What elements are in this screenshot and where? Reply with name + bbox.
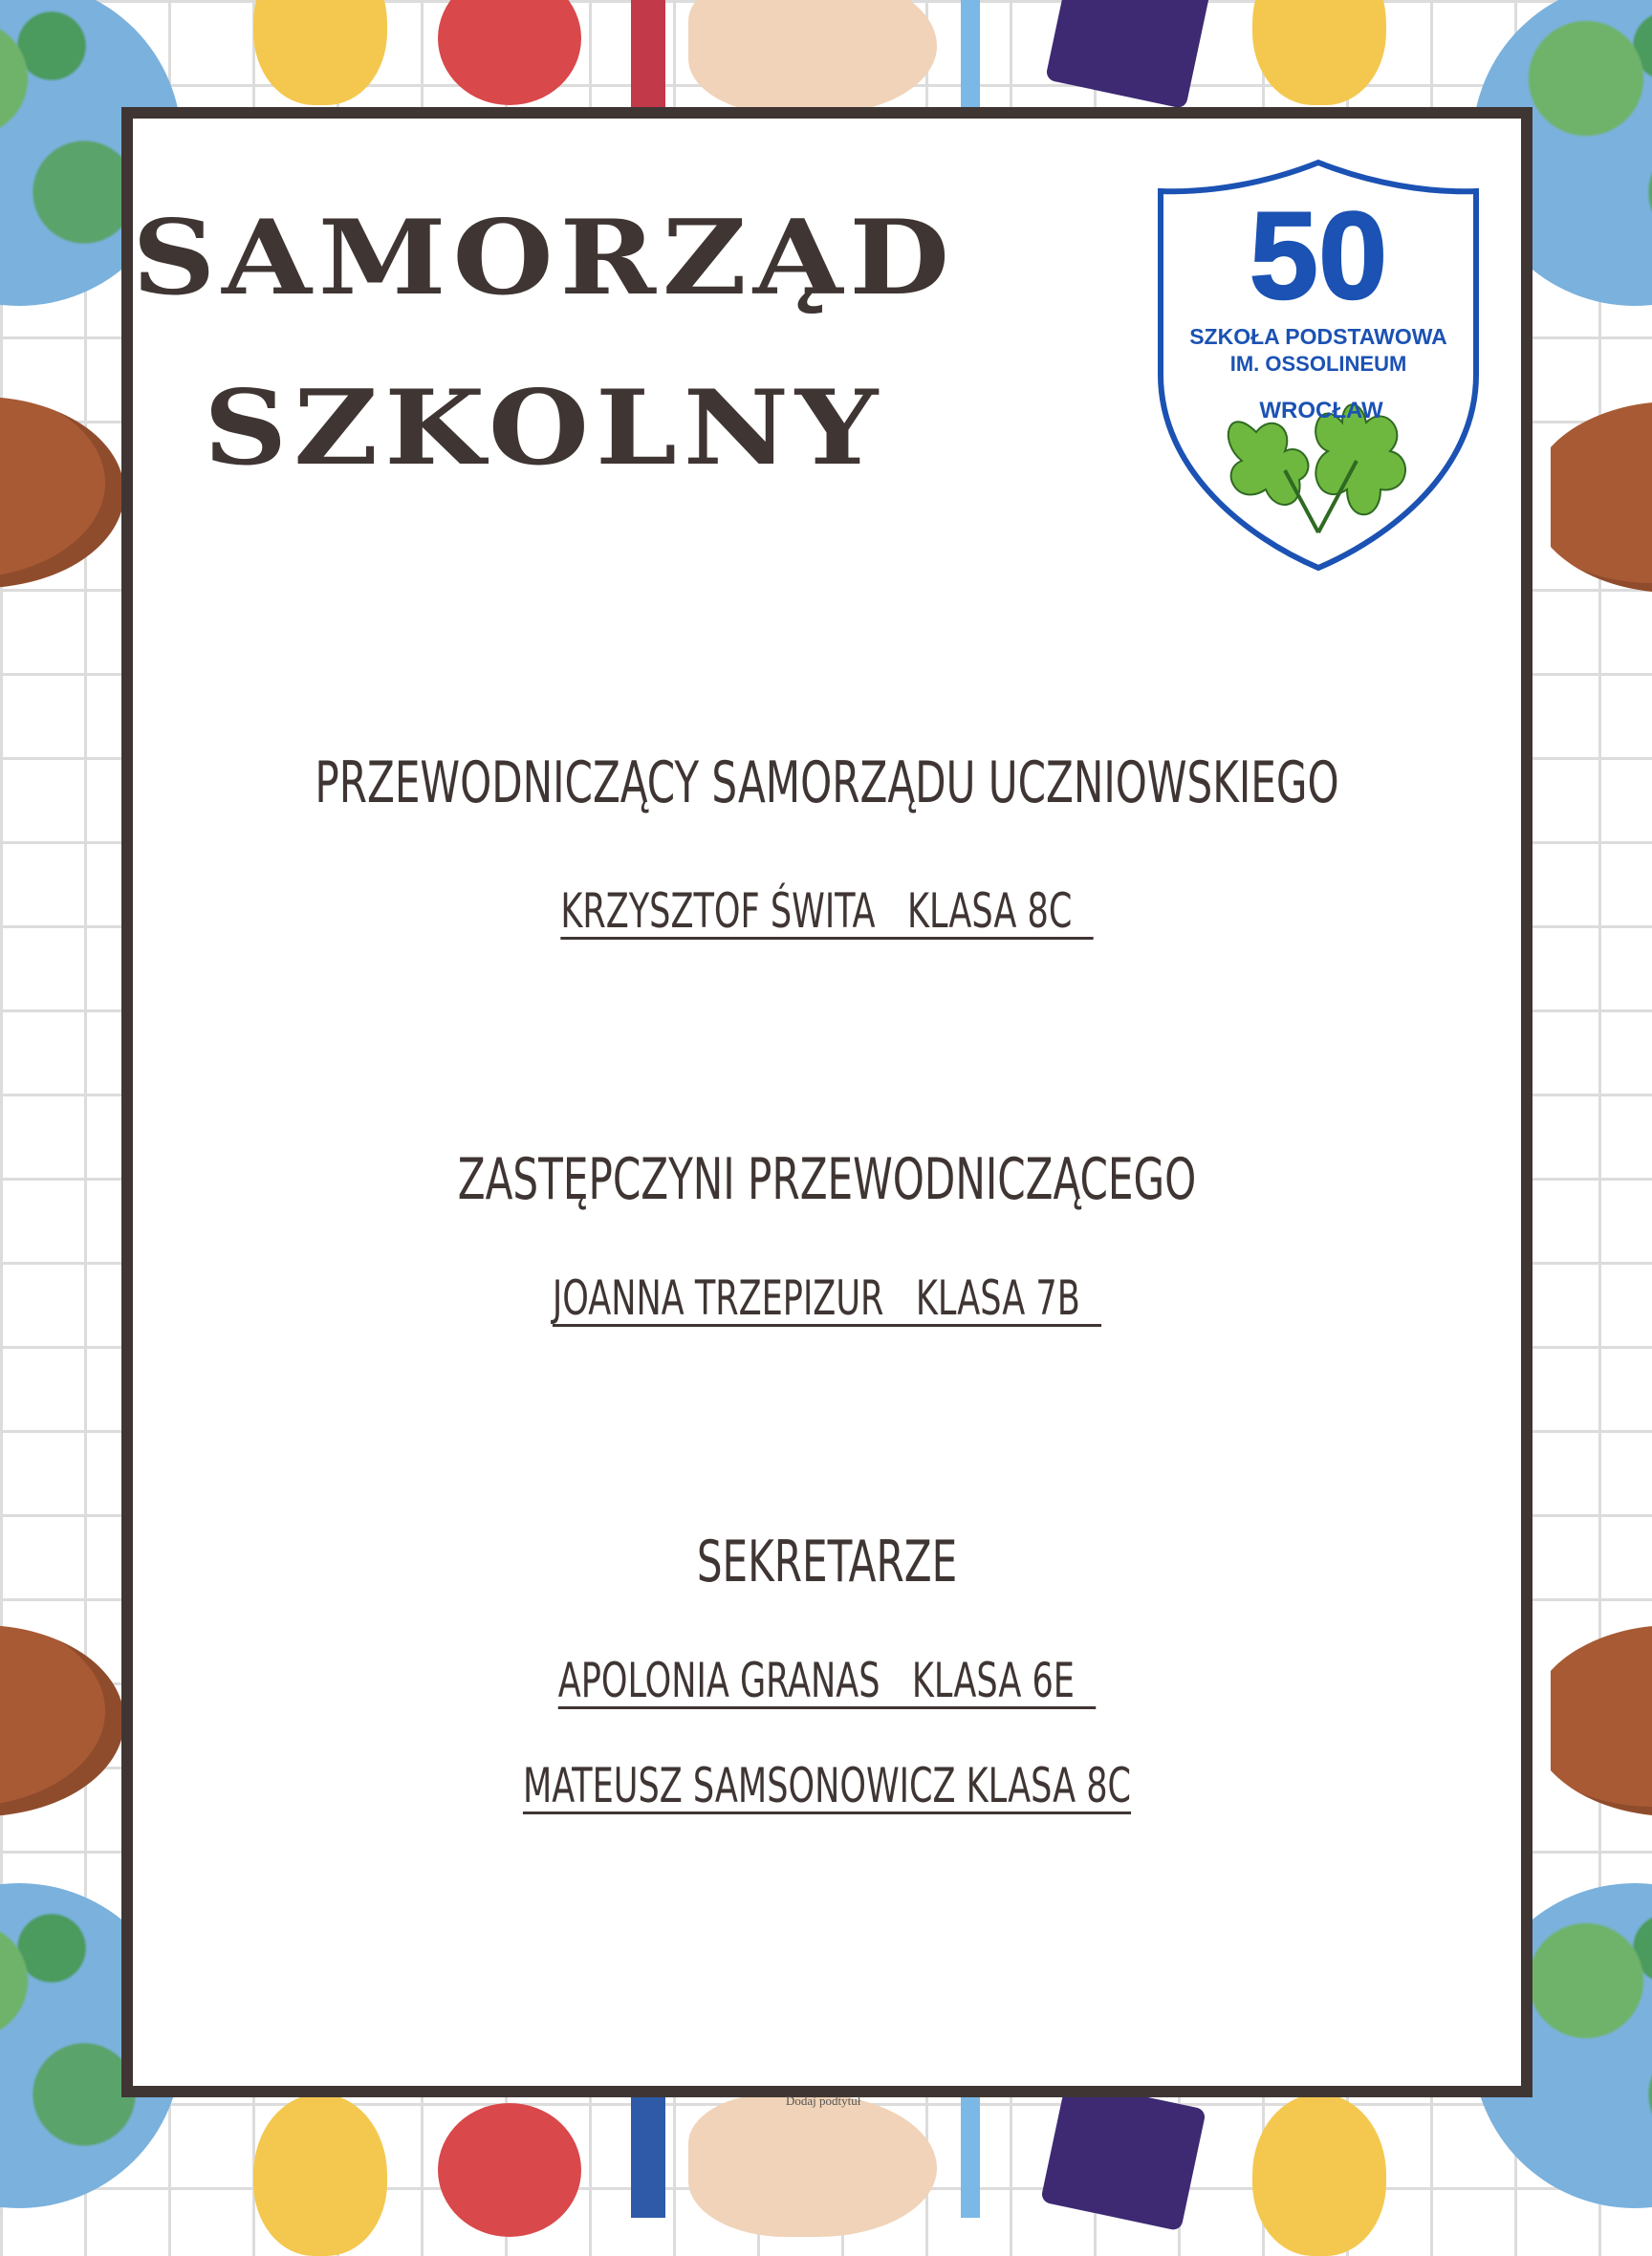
paint-palette-illustration	[688, 2093, 937, 2237]
person-president: KRZYSZTOF ŚWITA KLASA 8C	[560, 883, 1094, 939]
crest-school-line1: SZKOŁA PODSTAWOWA	[1189, 324, 1447, 349]
person-secretary-2: MATEUSZ SAMSONOWICZ KLASA 8C	[522, 1758, 1132, 1813]
calculator-illustration	[1045, 0, 1211, 109]
football-illustration	[1530, 401, 1652, 593]
lightbulb-illustration	[1252, 2093, 1386, 2256]
caption-placeholder: Dodaj podtytuł	[786, 2093, 861, 2108]
football-illustration	[1530, 1625, 1652, 1816]
lightbulb-illustration	[253, 0, 387, 105]
ruler-illustration	[961, 2093, 980, 2218]
apple-illustration	[438, 0, 581, 105]
poster-frame	[121, 107, 1532, 2097]
role-vice-president: ZASTĘPCZYNI PRZEWODNICZĄCEGO	[457, 1146, 1197, 1213]
football-illustration	[0, 1625, 124, 1816]
paint-palette-illustration	[688, 0, 937, 115]
calculator-illustration	[1040, 2080, 1206, 2231]
pencil-illustration	[631, 2093, 665, 2218]
ruler-illustration	[961, 0, 980, 124]
person-secretary-1: APOLONIA GRANAS KLASA 6E	[557, 1653, 1097, 1708]
apple-illustration	[438, 2103, 581, 2237]
school-crest-logo	[1151, 155, 1486, 575]
crest-number: 50	[1249, 185, 1388, 325]
role-president: PRZEWODNICZĄCY SAMORZĄDU UCZNIOWSKIEGO	[315, 749, 1339, 816]
poster-title-line2: SZKOLNY	[204, 368, 884, 488]
pencil-illustration	[631, 0, 665, 124]
lightbulb-illustration	[1252, 0, 1386, 105]
person-vice-president: JOANNA TRZEPIZUR KLASA 7B	[552, 1270, 1102, 1326]
poster-title-line1: SAMORZĄD	[132, 198, 956, 318]
role-secretaries: SEKRETARZE	[696, 1529, 958, 1595]
crest-city: WROCŁAW	[1259, 398, 1383, 423]
lightbulb-illustration	[253, 2093, 387, 2256]
crest-school-line2: IM. OSSOLINEUM	[1229, 352, 1407, 376]
